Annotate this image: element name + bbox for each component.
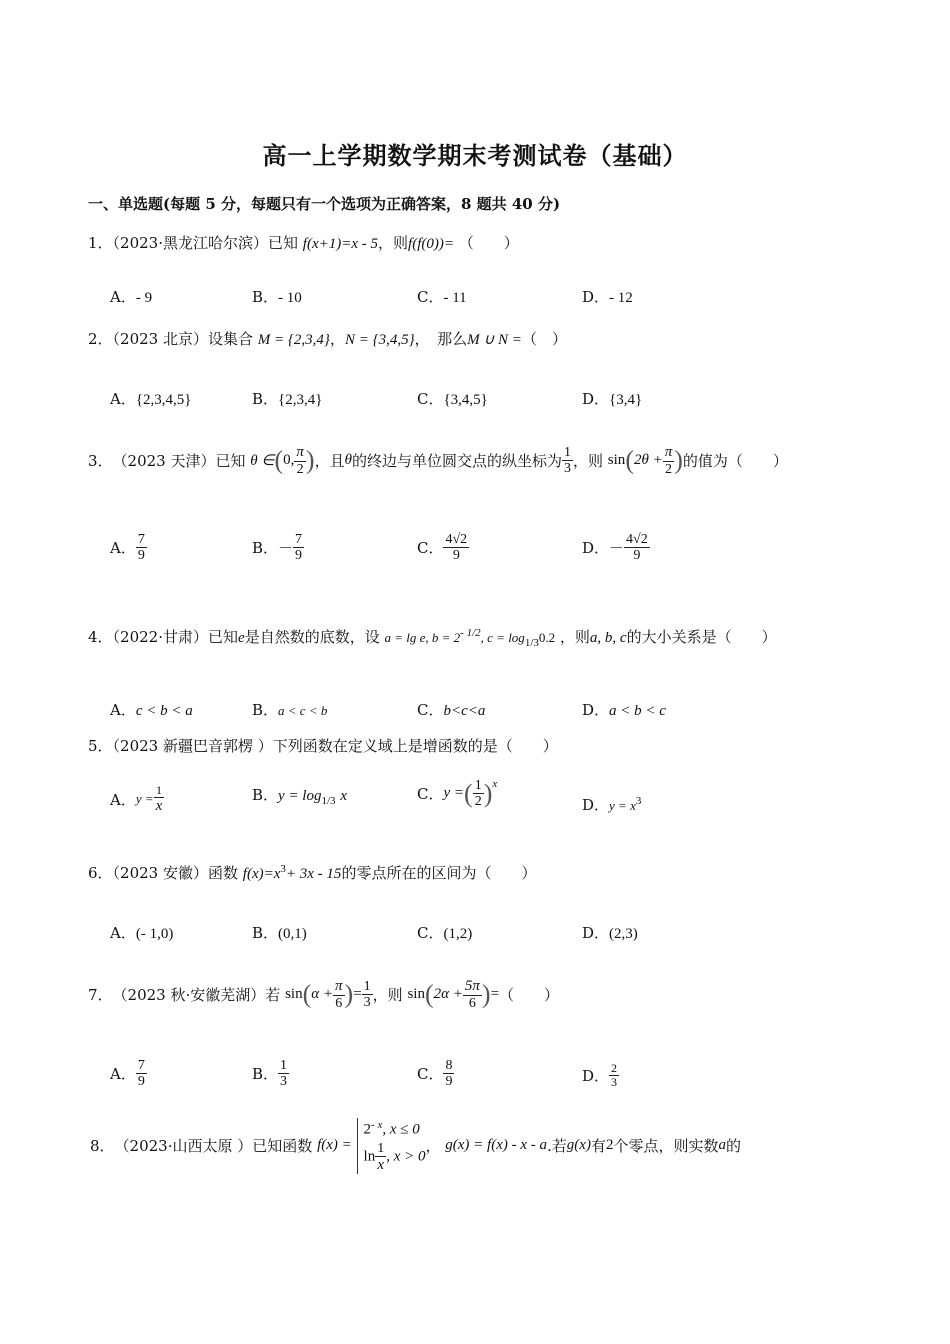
- math-expression: f(x) =: [317, 1137, 352, 1154]
- log-base: 1/3: [321, 795, 336, 807]
- question-source: （2023·山西太原 ）: [114, 1137, 253, 1156]
- denominator: 2: [664, 461, 672, 477]
- math-expression: 0.2: [538, 630, 556, 645]
- math-expression: f(f(0))=: [408, 236, 454, 252]
- option-a: [110, 1058, 147, 1090]
- denominator: 9: [445, 1074, 453, 1090]
- math-expression: M ∪ N =: [467, 332, 522, 348]
- question-7: [88, 978, 559, 1011]
- option-value: a < c < b: [278, 703, 328, 718]
- exponent: 3: [635, 795, 642, 807]
- option-letter: B．: [252, 786, 279, 804]
- question-1: [88, 232, 519, 253]
- question-text: .若: [547, 1137, 567, 1156]
- math-expression: + 3x - 15: [285, 866, 342, 882]
- question-text: 若: [265, 985, 281, 1004]
- right-paren-icon: ): [481, 979, 491, 1009]
- option-a: [110, 699, 193, 720]
- option-value: (2,3): [609, 926, 638, 942]
- math-expression: g(x) = f(x) - x - a: [445, 1137, 548, 1154]
- math-expression: M = {2,3,4}: [257, 332, 330, 348]
- numerator: π: [296, 444, 304, 460]
- option-b: [252, 922, 307, 943]
- log-base: 1/3: [524, 637, 539, 649]
- denominator: 9: [633, 548, 641, 564]
- fraction: [609, 1062, 619, 1089]
- option-letter: A．: [110, 1065, 136, 1084]
- question-8: [90, 1118, 741, 1174]
- fraction: [278, 1058, 289, 1090]
- math-expression: f(x)=x: [242, 866, 281, 882]
- question-number: 2．: [88, 330, 113, 348]
- math-expression: 2α +: [433, 985, 463, 1002]
- fraction: [333, 978, 345, 1011]
- denominator: 2: [296, 461, 304, 477]
- option-value: (- 1,0): [135, 926, 174, 942]
- question-6: [88, 862, 536, 883]
- question-number: 6．: [88, 864, 113, 882]
- question-text: ， 那么: [414, 330, 468, 348]
- option-d: [582, 286, 633, 307]
- piecewise-case-2: [364, 1141, 426, 1174]
- option-a: [110, 784, 164, 815]
- question-text: 已知: [215, 451, 246, 470]
- math-symbol: θ: [344, 451, 352, 468]
- option-d: [582, 532, 650, 564]
- fraction: [463, 978, 482, 1011]
- left-paren-icon: (: [424, 979, 434, 1009]
- option-c: [417, 778, 497, 810]
- denominator: 3: [363, 994, 371, 1010]
- exponent: - x: [371, 1119, 383, 1131]
- option-sign: －: [609, 539, 625, 558]
- math-expression: y =: [135, 791, 154, 807]
- left-paren-icon: (: [464, 778, 473, 808]
- option-a: [110, 532, 147, 564]
- math-expression: , c = log: [480, 630, 525, 645]
- option-c: [417, 286, 467, 307]
- left-paren-icon: (: [274, 445, 284, 475]
- option-letter: C．: [417, 390, 444, 408]
- math-expression: f(x+1)=x - 5: [302, 236, 379, 252]
- fraction: [136, 1058, 147, 1090]
- question-source: （2023 新疆巴音郭楞 ）: [112, 737, 273, 755]
- option-value: - 10: [278, 290, 302, 306]
- numerator: 7: [295, 532, 303, 547]
- question-text: ，: [425, 1137, 441, 1156]
- option-a: [110, 922, 173, 943]
- math-symbol: =: [353, 985, 362, 1002]
- fraction: [473, 778, 484, 810]
- question-text: 函数: [208, 864, 239, 882]
- math-expression: N = {3,4,5}: [344, 332, 415, 348]
- numerator: 8: [445, 1058, 453, 1073]
- fraction: [136, 532, 147, 564]
- question-number: 1．: [88, 234, 113, 252]
- right-paren-icon: ): [483, 778, 493, 808]
- question-source: （2022·甘肃）: [112, 628, 208, 646]
- option-c: [417, 922, 472, 943]
- question-text: 的零点所在的区间为（ ）: [341, 864, 537, 882]
- question-text: 的值为（ ）: [682, 451, 788, 470]
- denominator: 3: [564, 460, 571, 476]
- question-4: [88, 626, 777, 649]
- option-b: [252, 532, 304, 564]
- numerator: 1: [564, 444, 571, 460]
- option-letter: B．: [252, 539, 279, 558]
- option-value: b<c<a: [443, 703, 486, 719]
- option-c: [417, 388, 488, 409]
- question-text: 有: [590, 1137, 606, 1156]
- option-d: [582, 794, 641, 815]
- denominator: 3: [280, 1074, 288, 1090]
- option-d: [582, 388, 642, 409]
- question-text: 已知: [208, 628, 239, 646]
- question-text: 的终边与单位圆交点的纵坐标为: [351, 451, 562, 470]
- right-paren-icon: ): [674, 445, 683, 475]
- option-letter: C．: [417, 701, 444, 719]
- question-text: ，且: [314, 451, 345, 470]
- math-symbol: =: [490, 985, 500, 1002]
- fraction: [362, 979, 373, 1011]
- fraction: [154, 784, 165, 815]
- numerator: 2: [611, 1061, 618, 1075]
- option-letter: A．: [110, 539, 136, 558]
- question-number: 5．: [88, 737, 113, 755]
- math-expression: x: [340, 788, 347, 804]
- option-letter: D．: [582, 288, 610, 306]
- option-letter: D．: [582, 796, 610, 814]
- question-source: （2023 安徽）: [112, 864, 208, 882]
- denominator: 6: [468, 995, 476, 1011]
- question-number: 8．: [90, 1137, 115, 1156]
- option-c: [417, 1058, 454, 1090]
- question-text: 个零点，则实数: [613, 1137, 719, 1156]
- option-b: [252, 286, 302, 307]
- numerator: 4√2: [626, 532, 648, 547]
- piecewise-case-1: [364, 1118, 426, 1141]
- fraction: [294, 444, 306, 477]
- denominator: 9: [137, 1074, 145, 1090]
- math-expression: y = log: [278, 788, 322, 804]
- option-d: [582, 922, 638, 943]
- exponent: - 1/2: [460, 627, 481, 639]
- option-letter: D．: [582, 924, 610, 942]
- fraction: [443, 1058, 454, 1090]
- denominator: 6: [335, 995, 343, 1011]
- option-letter: D．: [582, 390, 610, 408]
- option-letter: A．: [110, 790, 136, 809]
- exponent: x: [492, 778, 498, 790]
- fraction: [293, 532, 304, 564]
- question-text: ，: [329, 330, 345, 348]
- option-d: [582, 699, 666, 720]
- option-letter: B．: [252, 701, 279, 719]
- question-text: ，则: [378, 234, 409, 252]
- option-letter: A．: [110, 924, 136, 942]
- exponent: 3: [280, 863, 286, 875]
- numerator: 7: [137, 532, 145, 547]
- denominator: x: [155, 798, 163, 815]
- fraction: [562, 445, 573, 477]
- question-text: 是自然数的底数，设: [244, 628, 380, 646]
- option-value: - 9: [135, 290, 153, 306]
- option-c: [417, 532, 469, 564]
- option-value: c < b < a: [135, 703, 193, 719]
- math-expression: 0,: [283, 451, 295, 468]
- numerator: 1: [154, 784, 165, 798]
- question-number: 7．: [88, 985, 113, 1004]
- option-c: [417, 699, 485, 720]
- option-letter: B．: [252, 288, 279, 306]
- numerator: π: [664, 444, 673, 460]
- right-paren-icon: ): [305, 445, 315, 475]
- math-expression: a, b, c: [589, 630, 627, 646]
- option-value: {3,4,5}: [443, 392, 488, 408]
- option-b: [252, 784, 347, 807]
- numerator: 7: [137, 1058, 145, 1073]
- answer-bracket: （ ）: [499, 985, 560, 1004]
- math-expression: y = x: [609, 798, 636, 813]
- page-title: 高一上学期数学期末考测试卷（基础）: [262, 141, 688, 170]
- option-letter: C．: [417, 539, 444, 558]
- question-3: [88, 444, 788, 477]
- fraction: [624, 532, 650, 564]
- numerator: 4√2: [445, 532, 468, 547]
- option-b: [252, 1058, 289, 1090]
- math-expression: 2: [605, 1137, 614, 1154]
- option-letter: B．: [252, 390, 279, 408]
- question-text: 已知函数: [252, 1137, 313, 1156]
- question-source: （2023 北京）: [112, 330, 208, 348]
- option-value: (0,1): [278, 926, 307, 942]
- piecewise-brace: [357, 1118, 426, 1174]
- option-a: [110, 286, 152, 307]
- numerator: 1: [363, 978, 371, 994]
- math-expression: 2θ +: [633, 451, 663, 468]
- question-source: （2023·黑龙江哈尔滨）: [112, 234, 268, 252]
- question-text: ，则: [559, 628, 590, 646]
- math-expression: θ ∈: [250, 452, 275, 469]
- question-text: 设集合: [208, 330, 254, 348]
- question-text: ，则: [372, 985, 403, 1004]
- math-expression: , x ≤ 0: [382, 1121, 420, 1138]
- math-symbol: e: [238, 630, 245, 646]
- math-function: ln: [363, 1148, 376, 1165]
- option-letter: D．: [582, 701, 610, 719]
- question-text: 下列函数在定义域上是增函数的是（ ）: [272, 737, 558, 755]
- fraction: [663, 444, 675, 477]
- question-source: （2023 秋·安徽芜湖）: [112, 985, 266, 1004]
- question-text: 的大小关系是（ ）: [626, 628, 777, 646]
- option-b: [252, 699, 327, 720]
- option-letter: C．: [417, 288, 444, 306]
- question-number: 3．: [88, 451, 113, 470]
- option-value: a < b < c: [609, 703, 666, 719]
- left-paren-icon: (: [302, 979, 312, 1009]
- option-letter: C．: [417, 1065, 444, 1084]
- option-value: {3,4}: [609, 392, 643, 408]
- option-letter: A．: [110, 701, 136, 719]
- fraction: [443, 532, 469, 564]
- option-sign: －: [278, 539, 294, 558]
- option-value: - 12: [609, 290, 633, 306]
- numerator: 5π: [464, 978, 480, 994]
- question-2: [88, 328, 567, 349]
- option-letter: A．: [110, 288, 136, 306]
- option-letter: B．: [252, 924, 279, 942]
- question-text: 已知: [268, 234, 299, 252]
- denominator: 2: [474, 794, 482, 810]
- denominator: 9: [295, 548, 303, 564]
- question-text: 的: [725, 1137, 741, 1156]
- math-expression: 2: [363, 1121, 372, 1138]
- math-expression: α +: [311, 985, 333, 1002]
- option-b: [252, 388, 322, 409]
- answer-bracket: （ ）: [458, 234, 519, 252]
- option-value: {2,3,4}: [278, 392, 323, 408]
- math-expression: y =: [443, 785, 465, 802]
- option-letter: C．: [417, 924, 444, 942]
- math-symbol: a: [718, 1137, 726, 1154]
- numerator: 1: [377, 1140, 385, 1156]
- left-paren-icon: (: [625, 445, 634, 475]
- numerator: π: [335, 978, 343, 994]
- math-function: sin: [607, 451, 626, 468]
- option-a: [110, 388, 192, 409]
- numerator: 1: [280, 1058, 288, 1073]
- option-letter: D．: [582, 1067, 610, 1086]
- denominator: x: [377, 1157, 385, 1174]
- option-letter: D．: [582, 539, 610, 558]
- math-function: sin: [407, 985, 425, 1002]
- option-d: [582, 1062, 619, 1089]
- option-letter: C．: [417, 785, 444, 804]
- question-text: ，则: [573, 451, 604, 470]
- option-value: (1,2): [443, 926, 473, 942]
- denominator: 3: [611, 1075, 618, 1090]
- option-letter: B．: [252, 1065, 279, 1084]
- math-expression: a = lg e, b = 2: [384, 630, 461, 645]
- numerator: 1: [474, 778, 482, 793]
- option-value: - 11: [443, 290, 467, 306]
- question-number: 4．: [88, 628, 113, 646]
- math-expression: , x > 0: [386, 1148, 426, 1165]
- question-source: （2023 天津）: [112, 451, 216, 470]
- fraction: [375, 1141, 386, 1174]
- right-paren-icon: ): [344, 979, 354, 1009]
- option-letter: A．: [110, 390, 136, 408]
- section-heading: 一、单选题(每题 5 分，每题只有一个选项为正确答案，8 题共 40 分): [88, 195, 561, 213]
- denominator: 9: [452, 548, 460, 564]
- denominator: 9: [137, 548, 145, 564]
- question-5: [88, 735, 558, 756]
- answer-bracket: （ ）: [521, 330, 567, 348]
- math-function: sin: [285, 985, 303, 1002]
- math-expression: g(x): [566, 1137, 591, 1154]
- option-value: {2,3,4,5}: [135, 392, 192, 408]
